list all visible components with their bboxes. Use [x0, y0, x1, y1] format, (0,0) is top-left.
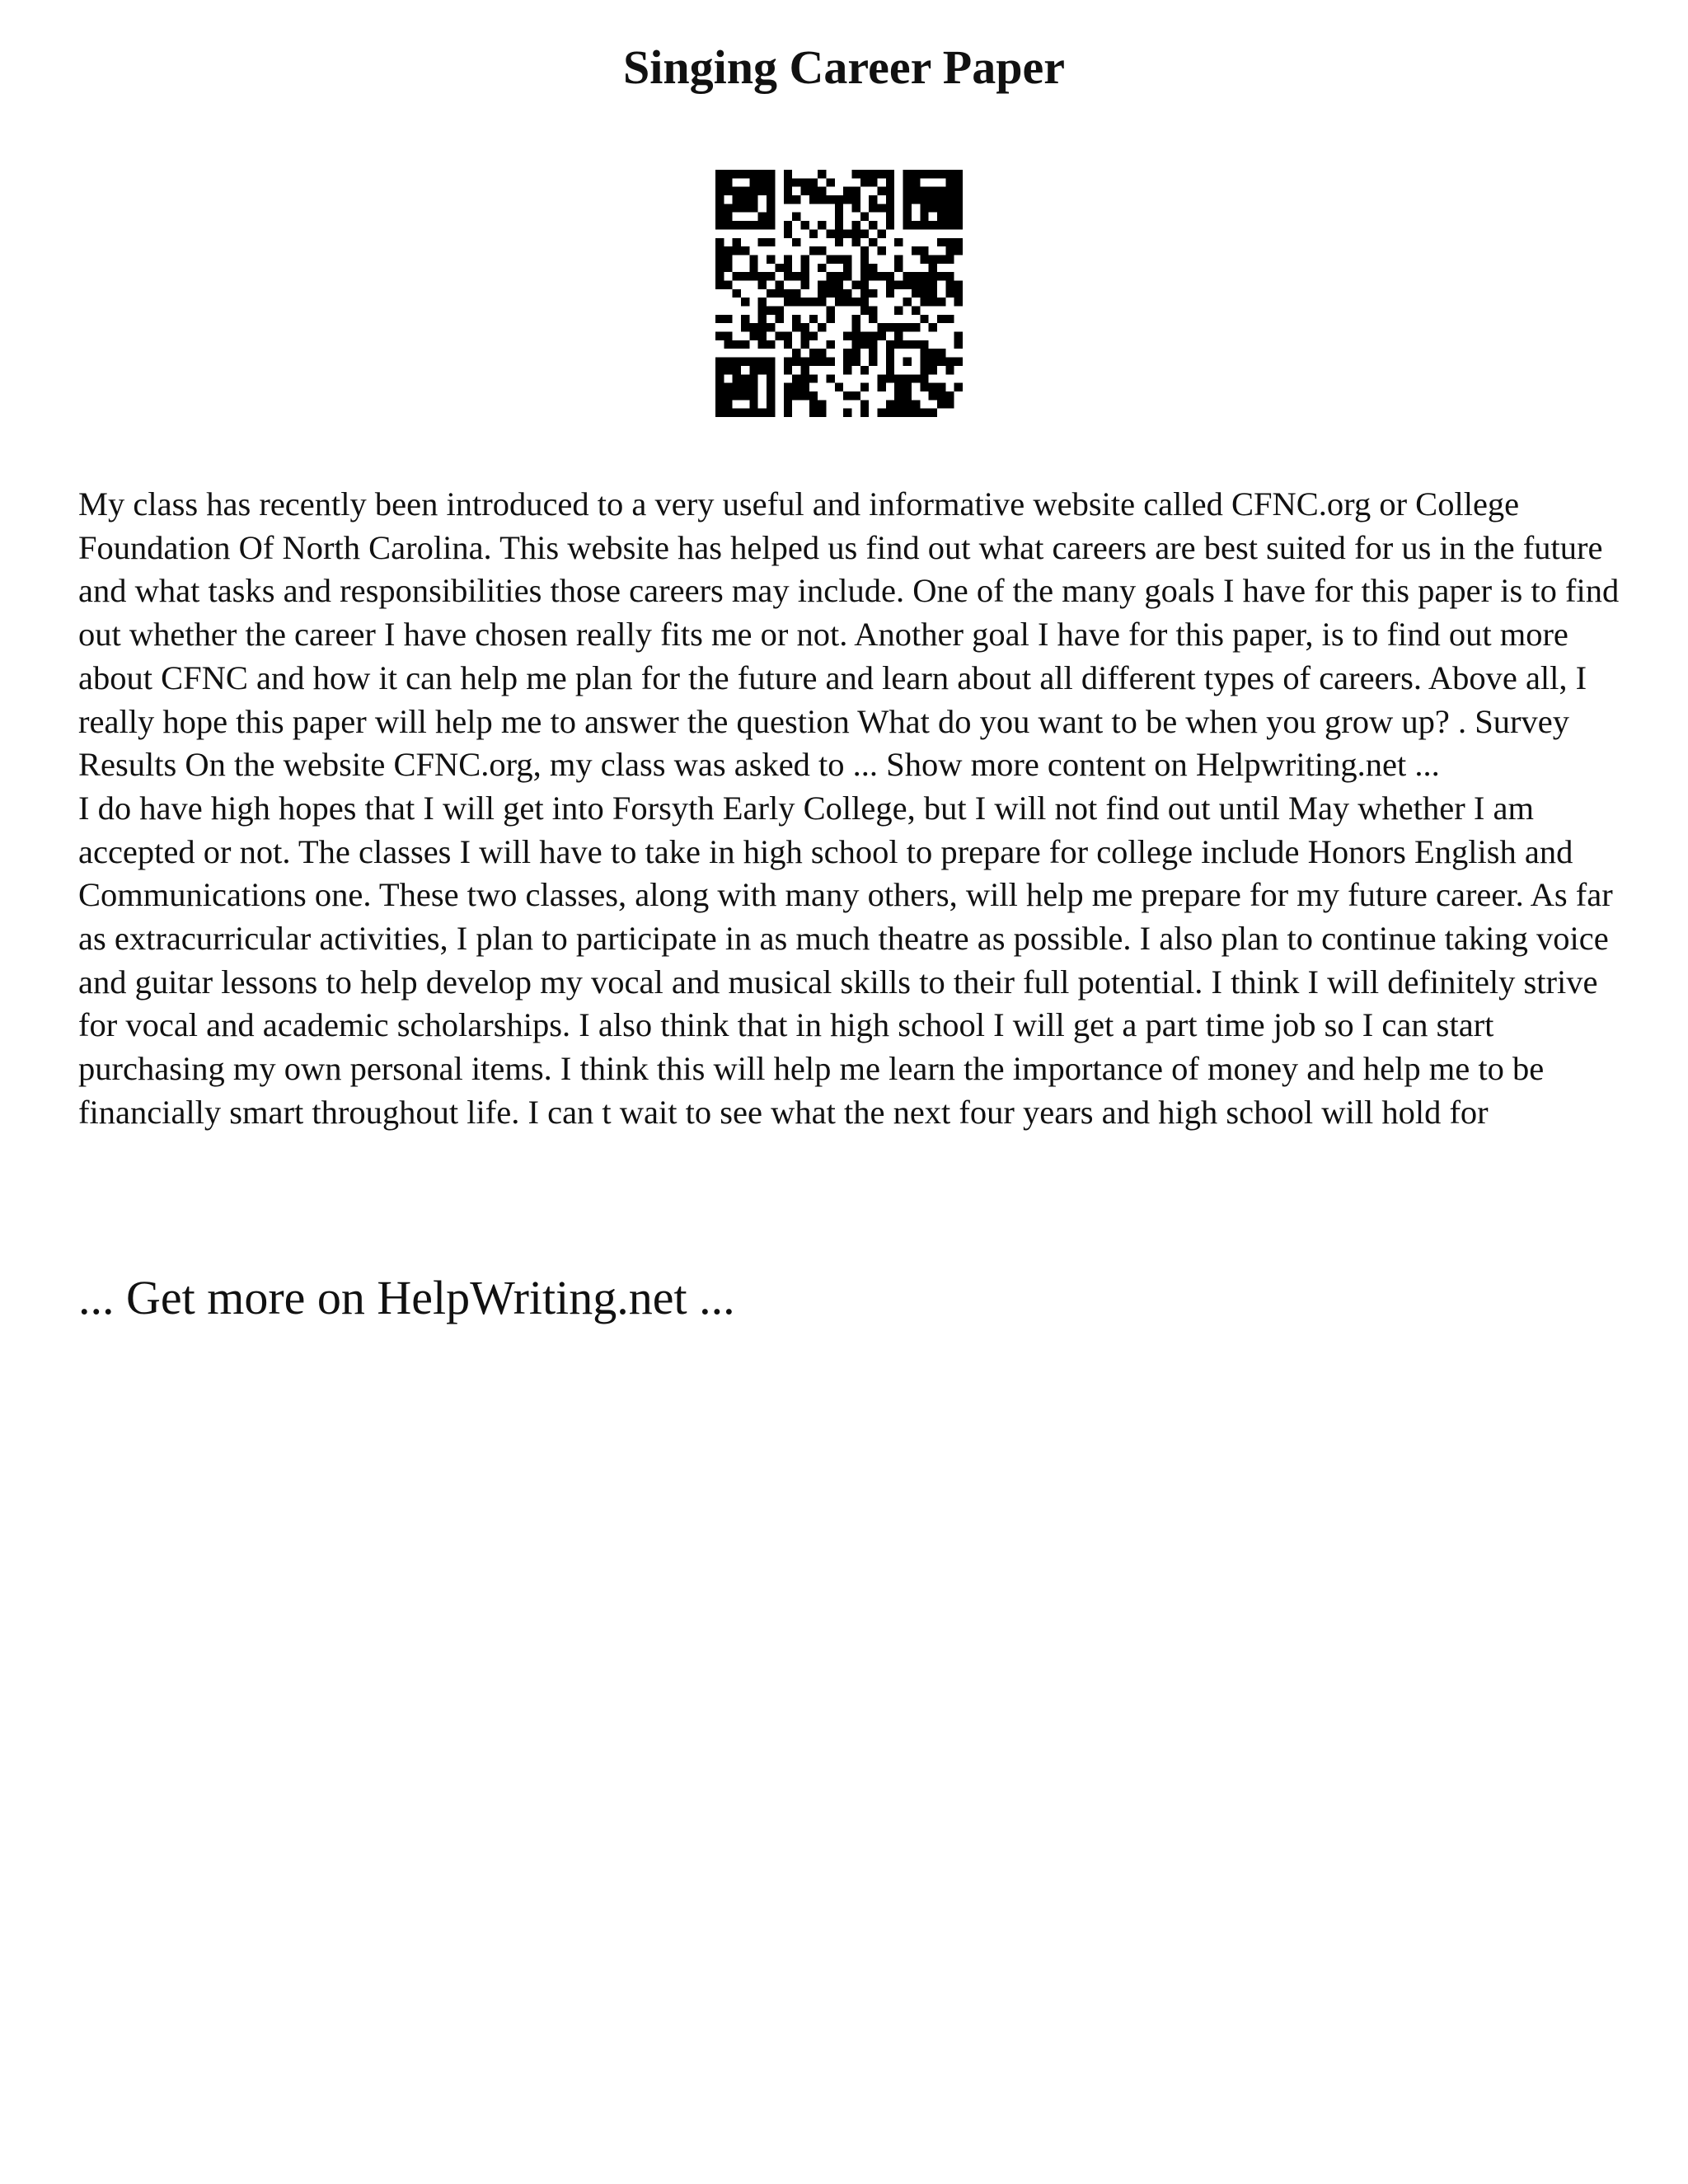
- paragraph-2: I do have high hopes that I will get into Forsyth Early College, but I will not find out until May whether I am accepted or not. The classes I will have to take in high school to prepare for college include Honors English and Communications one. These two classes, along with many others, will help me prepare for my future career. As far as extracurricular activities, I plan to participate in as much theatre as possible. I also plan to continue taking voice and guitar lessons to help develop my vocal and musical skills to their full potential. I think I will definitely strive for vocal and academic scholarships. I also think that in high school I will get a part time job so I can start purchasing my own personal items. I think this will help me learn the importance of money and help me to be financially smart throughout life. I can t wait to see what the next four years and high school will hold for: [78, 789, 1613, 1131]
- page-title: Singing Career Paper: [623, 40, 1065, 94]
- qr-code-icon: [715, 170, 963, 417]
- body-text: [78, 483, 1628, 1135]
- get-more-link[interactable]: ... Get more on HelpWriting.net ...: [78, 1271, 735, 1324]
- paragraph-1: My class has recently been introduced to a very useful and informative website called CFNC.org or College Foundation Of North Carolina. This website has helped us find out what careers are best suited for us in the future and what tasks and responsibilities those careers may include. One of the many goals I have for this paper is to find out whether the career I have chosen really fits me or not. Another goal I have for this paper, is to find out more about CFNC and how it can help me plan for the future and learn about all different types of careers. Above all, I really hope this paper will help me to answer the question What do you want to be when you grow up? . Survey Results On the website CFNC.org, my class was asked to ... Show more content on Helpwriting.net ...: [78, 485, 1620, 784]
